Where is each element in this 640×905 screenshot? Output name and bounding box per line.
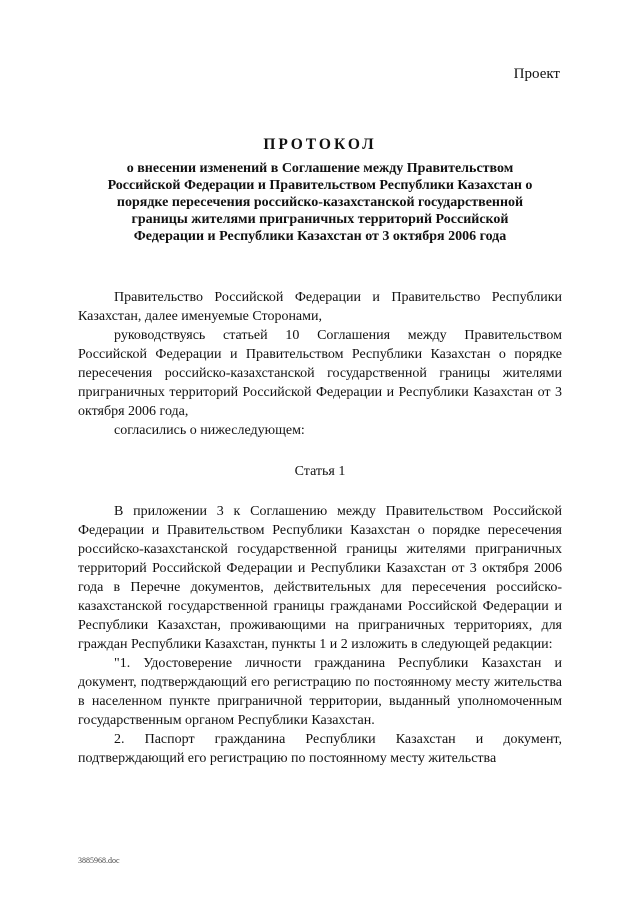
draft-label: Проект (513, 66, 560, 82)
document-title: ПРОТОКОЛ (263, 136, 377, 153)
article-heading: Статья 1 (294, 464, 346, 479)
preamble-paragraph-2: руководствуясь статьей 10 Соглашения между Правительством Российской Федерации и Правительством Республики Казахстан о порядке пересечения российско-казахстанской государственной границы жителями приграничных территорий Российской Федерации и Республики Казахстан от 3 октября 2006 года, (78, 328, 562, 419)
article-body (78, 502, 562, 768)
file-name: 3885968.doc (78, 856, 120, 865)
preamble (78, 288, 562, 440)
preamble-paragraph-1: Правительство Российской Федерации и Правительство Республики Казахстан, далее именуемые Сторонами, (78, 290, 562, 324)
article-paragraph-1: В приложении 3 к Соглашению между Правительством Российской Федерации и Правительством Республики Казахстан о порядке пересечения российско-казахстанской государственной границы жителями приграничных территорий Российской Федерации и Республики Казахстан от 3 октября 2006 года в Перечне документов, действительных для пересечения российско-казахстанской государственной границы гражданами Российской Федерации и Республики Казахстан, проживающими на приграничных территориях, для граждан Республики Казахстан, пункты 1 и 2 изложить в следующей редакции: (78, 504, 562, 652)
article-paragraph-2: "1. Удостоверение личности гражданина Республики Казахстан и документ, подтверждающий его регистрацию по постоянному месту жительства в населенном пункте приграничной территории, выданный уполномоченным государственным органом Республики Казахстан. (78, 656, 562, 728)
preamble-paragraph-3: согласились о нижеследующем: (114, 423, 305, 438)
article-paragraph-3: 2. Паспорт гражданина Республики Казахстан и документ, подтверждающий его регистрацию по постоянному месту жительства (78, 732, 562, 766)
document-subtitle: о внесении изменений в Соглашение между Правительством Российской Федерации и Правительством Республики Казахстан о порядке пересечения российско-казахстанской государственной границы жителями приграничных территорий Российской Федерации и Республики Казахстан от 3 октября 2006 года (107, 161, 533, 244)
